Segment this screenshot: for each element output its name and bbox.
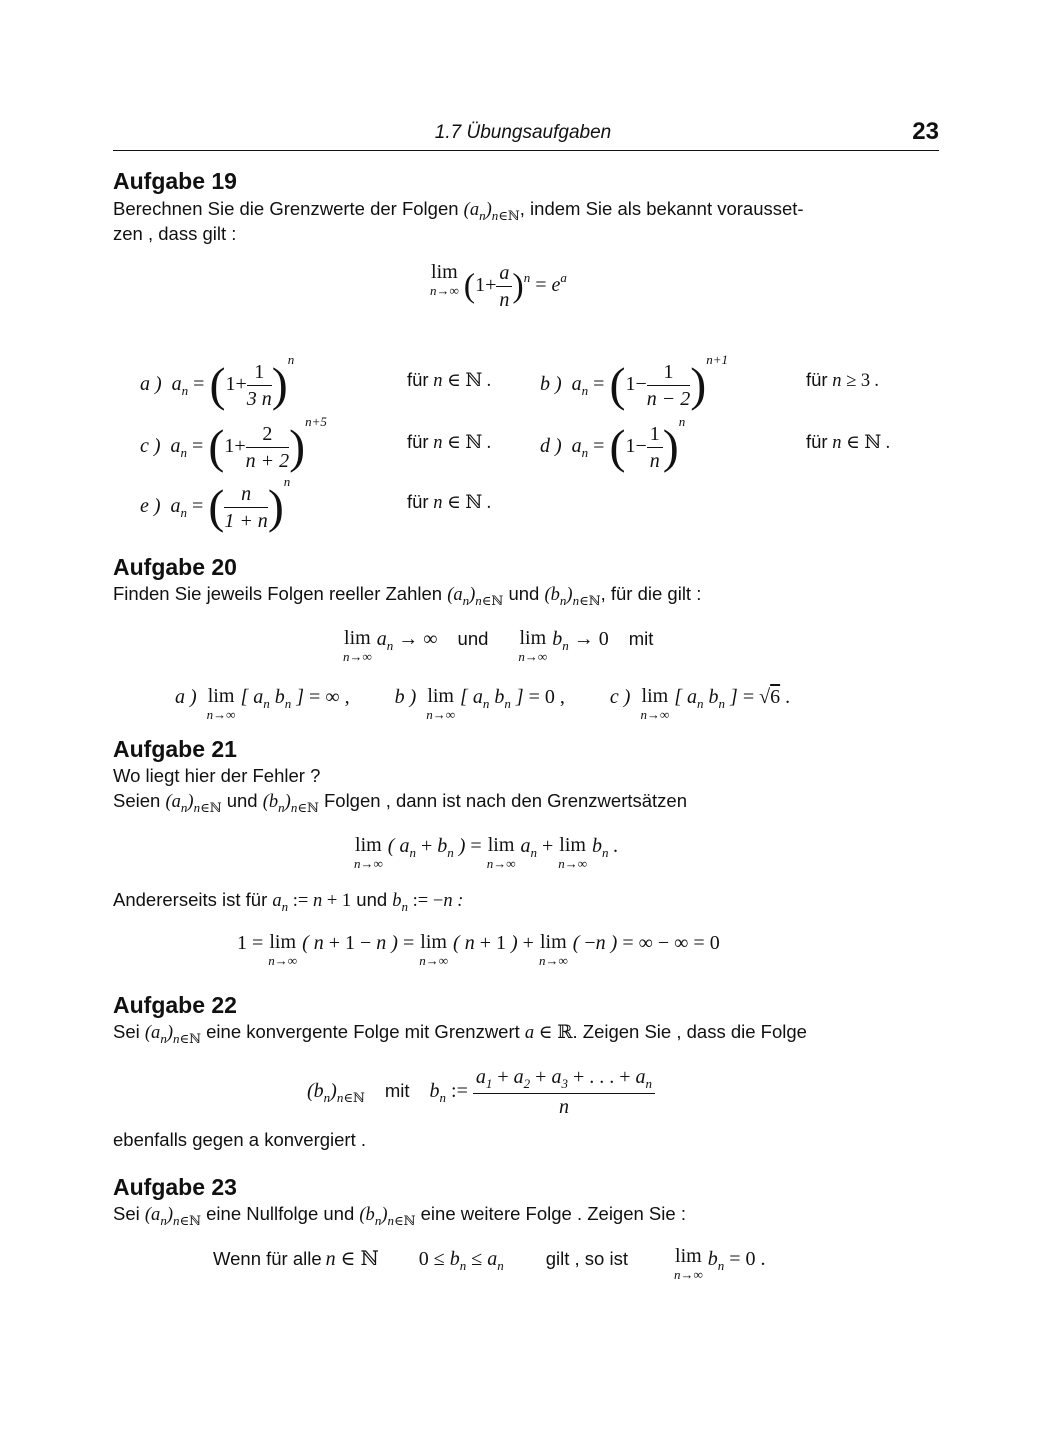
a19-item-e: e ) $a_n$ = ( $\frac{n}{1 + n}$ )$^n$ bbox=[140, 474, 291, 534]
a20-condition-formula: lim n→∞ $a_n$ → ∞ und lim n→∞ $b_n \to 0$ mit bbox=[343, 627, 654, 664]
section-title: 1.7 Übungsaufgaben bbox=[434, 122, 612, 143]
page-header bbox=[113, 118, 939, 151]
a19-item-a-condition: für n ∈ ℕ . bbox=[407, 369, 492, 391]
a21-text-line2: Seien $(a_n)_{n\in ℕ}$ und $(b_n)_{n\in ℕ}$ Folgen , dann ist nach den Grenzwertsätzen bbox=[113, 790, 688, 816]
seq-an: $(a_n)_{n\in ℕ}$ bbox=[463, 200, 520, 224]
a22-heading: Aufgabe 22 bbox=[113, 992, 237, 1018]
a19-item-e-condition: für n ∈ ℕ . bbox=[407, 491, 492, 513]
a21-heading: Aufgabe 21 bbox=[113, 736, 237, 762]
a21-formula-contradiction: 1 = lim n→∞ ( n + 1 − n ) = lim n→∞ ( n + 1 ) + lim n→∞ ( −n ) = ∞ − ∞ = 0 bbox=[237, 931, 720, 968]
a20-heading: Aufgabe 20 bbox=[113, 554, 237, 580]
a21-text-line3: Andererseits ist für $a_n$ := n + 1 und $b_n$ := −n : bbox=[113, 889, 464, 914]
a19-item-b-condition: für n ≥ 3 . bbox=[806, 369, 880, 391]
a22-text-line2: ebenfalls gegen a konvergiert . bbox=[113, 1129, 367, 1150]
a19-text-line1: Berechnen Sie die Grenzwerte der Folgen $(a_n)_{n\in ℕ}$, indem Sie als bekannt vorausset- bbox=[113, 198, 804, 224]
a20-items: a ) lim n→∞ [ $a_n$ $b_n$ ] = ∞ , b ) lim n→∞ [ $a_n$ $b_n$ ] = 0 , c ) lim n→∞ [ $a_n$ $b_n$ ] = √6 . bbox=[175, 685, 791, 722]
a19-item-c: c ) $a_n = (1+$ $\frac{2}{n + 2}$ )$^{n+5}$ bbox=[140, 414, 327, 474]
a19-heading: Aufgabe 19 bbox=[113, 168, 237, 194]
a21-formula-sum-limit: lim n→∞ ( $a_n + b_n$ ) = lim n→∞ $a_n$ + lim n→∞ $b_n$ . bbox=[354, 834, 619, 871]
a19-item-d: d ) $a_n = (1-$ $\frac{1}{n}$ )$^n$ bbox=[540, 414, 686, 474]
a19-formula-limit: lim n→∞ (1+ $\frac{a}{n}$ )$^n = e^a$ bbox=[430, 261, 567, 311]
a20-text-line1: Finden Sie jeweils Folgen reeller Zahlen $(a_n)_{n\in ℕ}$ und $(b_n)_{n\in ℕ}$, für die gilt : bbox=[113, 583, 702, 609]
a19-text-line2: zen , dass gilt : bbox=[113, 223, 237, 244]
a19-item-b: b ) $a_n = (1-$ $\frac{1}{n - 2}$ )$^{n+1}$ bbox=[540, 352, 728, 412]
a19-item-c-condition: für n ∈ ℕ . bbox=[407, 431, 492, 453]
a23-heading: Aufgabe 23 bbox=[113, 1174, 237, 1200]
a23-text-line1: Sei $(a_n)_{n\in ℕ}$ eine Nullfolge und $(b_n)_{n\in ℕ}$ eine weitere Folge . Zeigen Sie : bbox=[113, 1203, 686, 1229]
a21-text-line1: Wo liegt hier der Fehler ? bbox=[113, 765, 321, 786]
a23-formula: Wenn für alle n ∈ ℕ $0 \le b_n \le a_n$ gilt , so ist lim n→∞ $b_n = 0$ . bbox=[213, 1245, 766, 1282]
a22-text-line1: Sei $(a_n)_{n\in ℕ}$ eine konvergente Folge mit Grenzwert a ∈ ℝ. Zeigen Sie , dass die Folge bbox=[113, 1021, 807, 1047]
a22-formula-mean: $(b_n)_{n\in ℕ}$ mit $b_n$ := $\frac{a_1 + a_2 + a_3 + . . . + a_n}{n}$ bbox=[307, 1066, 655, 1118]
a19-item-d-condition: für n ∈ ℕ . bbox=[806, 431, 891, 453]
a19-item-a: a ) $a_n = (1+$ $\frac{1}{3 n}$ )$^n$ bbox=[140, 352, 295, 412]
page-number: 23 bbox=[912, 118, 939, 145]
